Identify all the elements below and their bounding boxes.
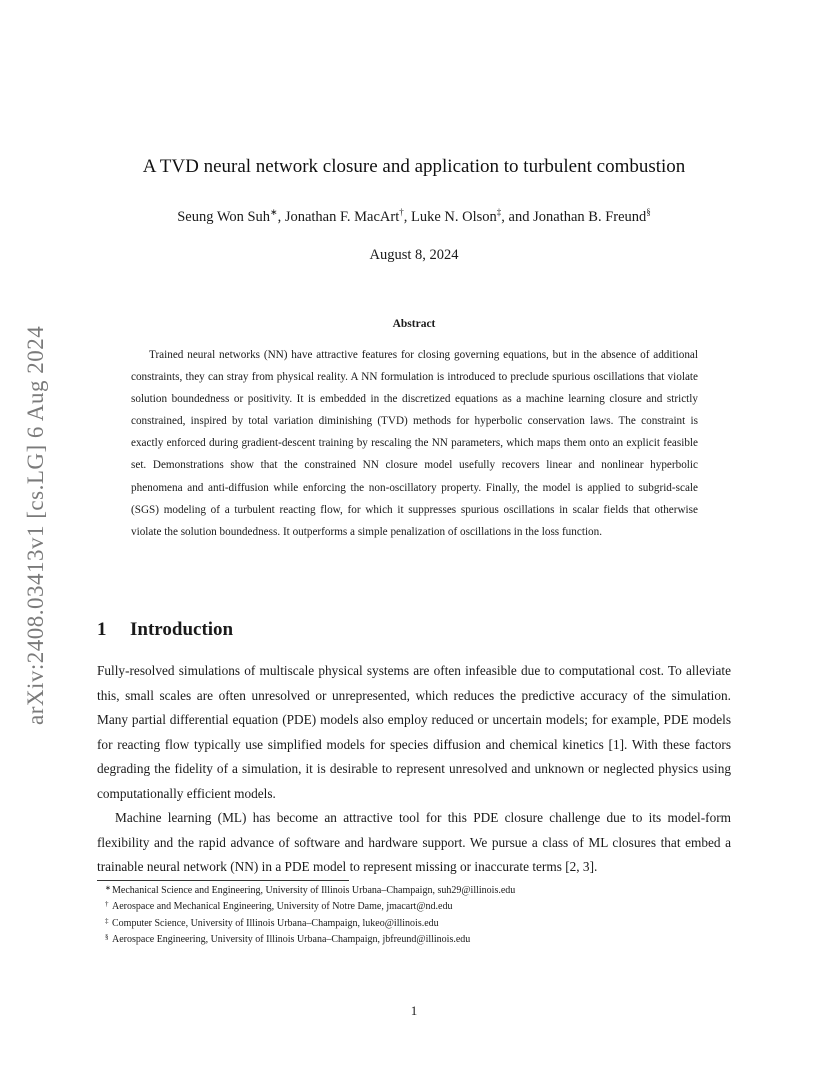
author-mark: ∗ xyxy=(270,207,278,217)
section-title: Introduction xyxy=(130,619,234,640)
footnote-text: Aerospace and Mechanical Engineering, University of Notre Dame, jmacart@nd.edu xyxy=(112,901,453,913)
page-number: 1 xyxy=(410,1003,418,1018)
paper-title: A TVD neural network closure and application to turbulent combustion xyxy=(142,156,686,177)
footnote-rule xyxy=(97,880,349,881)
section-number: 1 xyxy=(97,619,107,640)
footnote xyxy=(105,899,752,915)
footnote xyxy=(105,916,752,932)
section-heading xyxy=(97,619,233,641)
body-text xyxy=(97,659,731,880)
author-separator: , and xyxy=(501,208,534,225)
footnotes xyxy=(105,883,752,948)
paper-date: August 8, 2024 xyxy=(369,247,459,263)
paragraph: Fully-resolved simulations of multiscale physical systems are often infeasible due to computational cost. To alleviate this, small scales are often unresolved or unrepresented, which reduces the predictive accuracy of the simulation. Many partial differential equation (PDE) models also employ reduced or uncertain models; for example, PDE models for reacting flow typically use simplified models for species diffusion and chemical kinetics [1]. With these factors degrading the fidelity of a simulation, it is desirable to represent unresolved and unknown or neglected physics using computationally efficient models. xyxy=(97,663,731,801)
footnote-text: Aerospace Engineering, University of Illinois Urbana–Champaign, jbfreund@illinois.edu xyxy=(112,933,471,945)
footnote xyxy=(105,883,752,899)
footnote-mark: ‡ xyxy=(105,916,109,925)
footnote-mark: § xyxy=(105,932,109,941)
author-name: Jonathan B. Freund xyxy=(533,208,647,225)
paragraph: Machine learning (ML) has become an attractive tool for this PDE closure challenge due to its model-form flexibility and the rapid advance of software and hardware support. We pursue a class of ML closures that embed a trainable neural network (NN) in a PDE model to represent missing or inaccurate terms [2, 3]. xyxy=(97,810,731,874)
author-mark: † xyxy=(399,207,404,217)
arxiv-identifier: arXiv:2408.03413v1 [cs.LG] 6 Aug 2024 xyxy=(23,325,48,725)
footnote-text: Mechanical Science and Engineering, University of Illinois Urbana–Champaign, suh29@illinois.edu xyxy=(112,885,516,896)
footnote xyxy=(105,932,752,948)
author-separator: , xyxy=(277,208,285,225)
author-name: Luke N. Olson xyxy=(411,208,497,225)
abstract-text: Trained neural networks (NN) have attractive features for closing governing equations, but in the absence of additional constraints, they can stray from physical reality. A NN formulation is introduced to preclude spurious oscillations that violate solution boundedness or positivity. It is embedded in the discretized equations as a machine learning closure and strictly constrained, inspired by total variation diminishing (TVD) methods for hyperbolic conservation laws. The constraint is exactly enforced during gradient-descent training by rescaling the NN parameters, which maps them onto an explicit feasible set. Demonstrations show that the constrained NN closure model usefully recovers linear and nonlinear hyperbolic phenomena and anti-diffusion while enforcing the non-oscillatory property. Finally, the model is applied to subgrid-scale (SGS) modeling of a turbulent reacting flow, for which it suppresses spurious oscillations in scalar fields that otherwise violate the solution boundedness. It outperforms a simple penalization of oscillations in the loss function. xyxy=(131,349,698,538)
author-list xyxy=(0,207,828,226)
author-name: Seung Won Suh xyxy=(177,208,271,225)
footnote-mark: † xyxy=(105,900,109,909)
author-separator: , xyxy=(403,208,411,225)
author-name: Jonathan F. MacArt xyxy=(284,208,400,225)
author-mark: § xyxy=(646,207,651,217)
footnote-text: Computer Science, University of Illinois Urbana–Champaign, lukeo@illinois.edu xyxy=(112,917,439,929)
abstract-heading: Abstract xyxy=(392,318,436,330)
footnote-mark: ∗ xyxy=(105,884,111,892)
author-mark: ‡ xyxy=(496,207,502,217)
